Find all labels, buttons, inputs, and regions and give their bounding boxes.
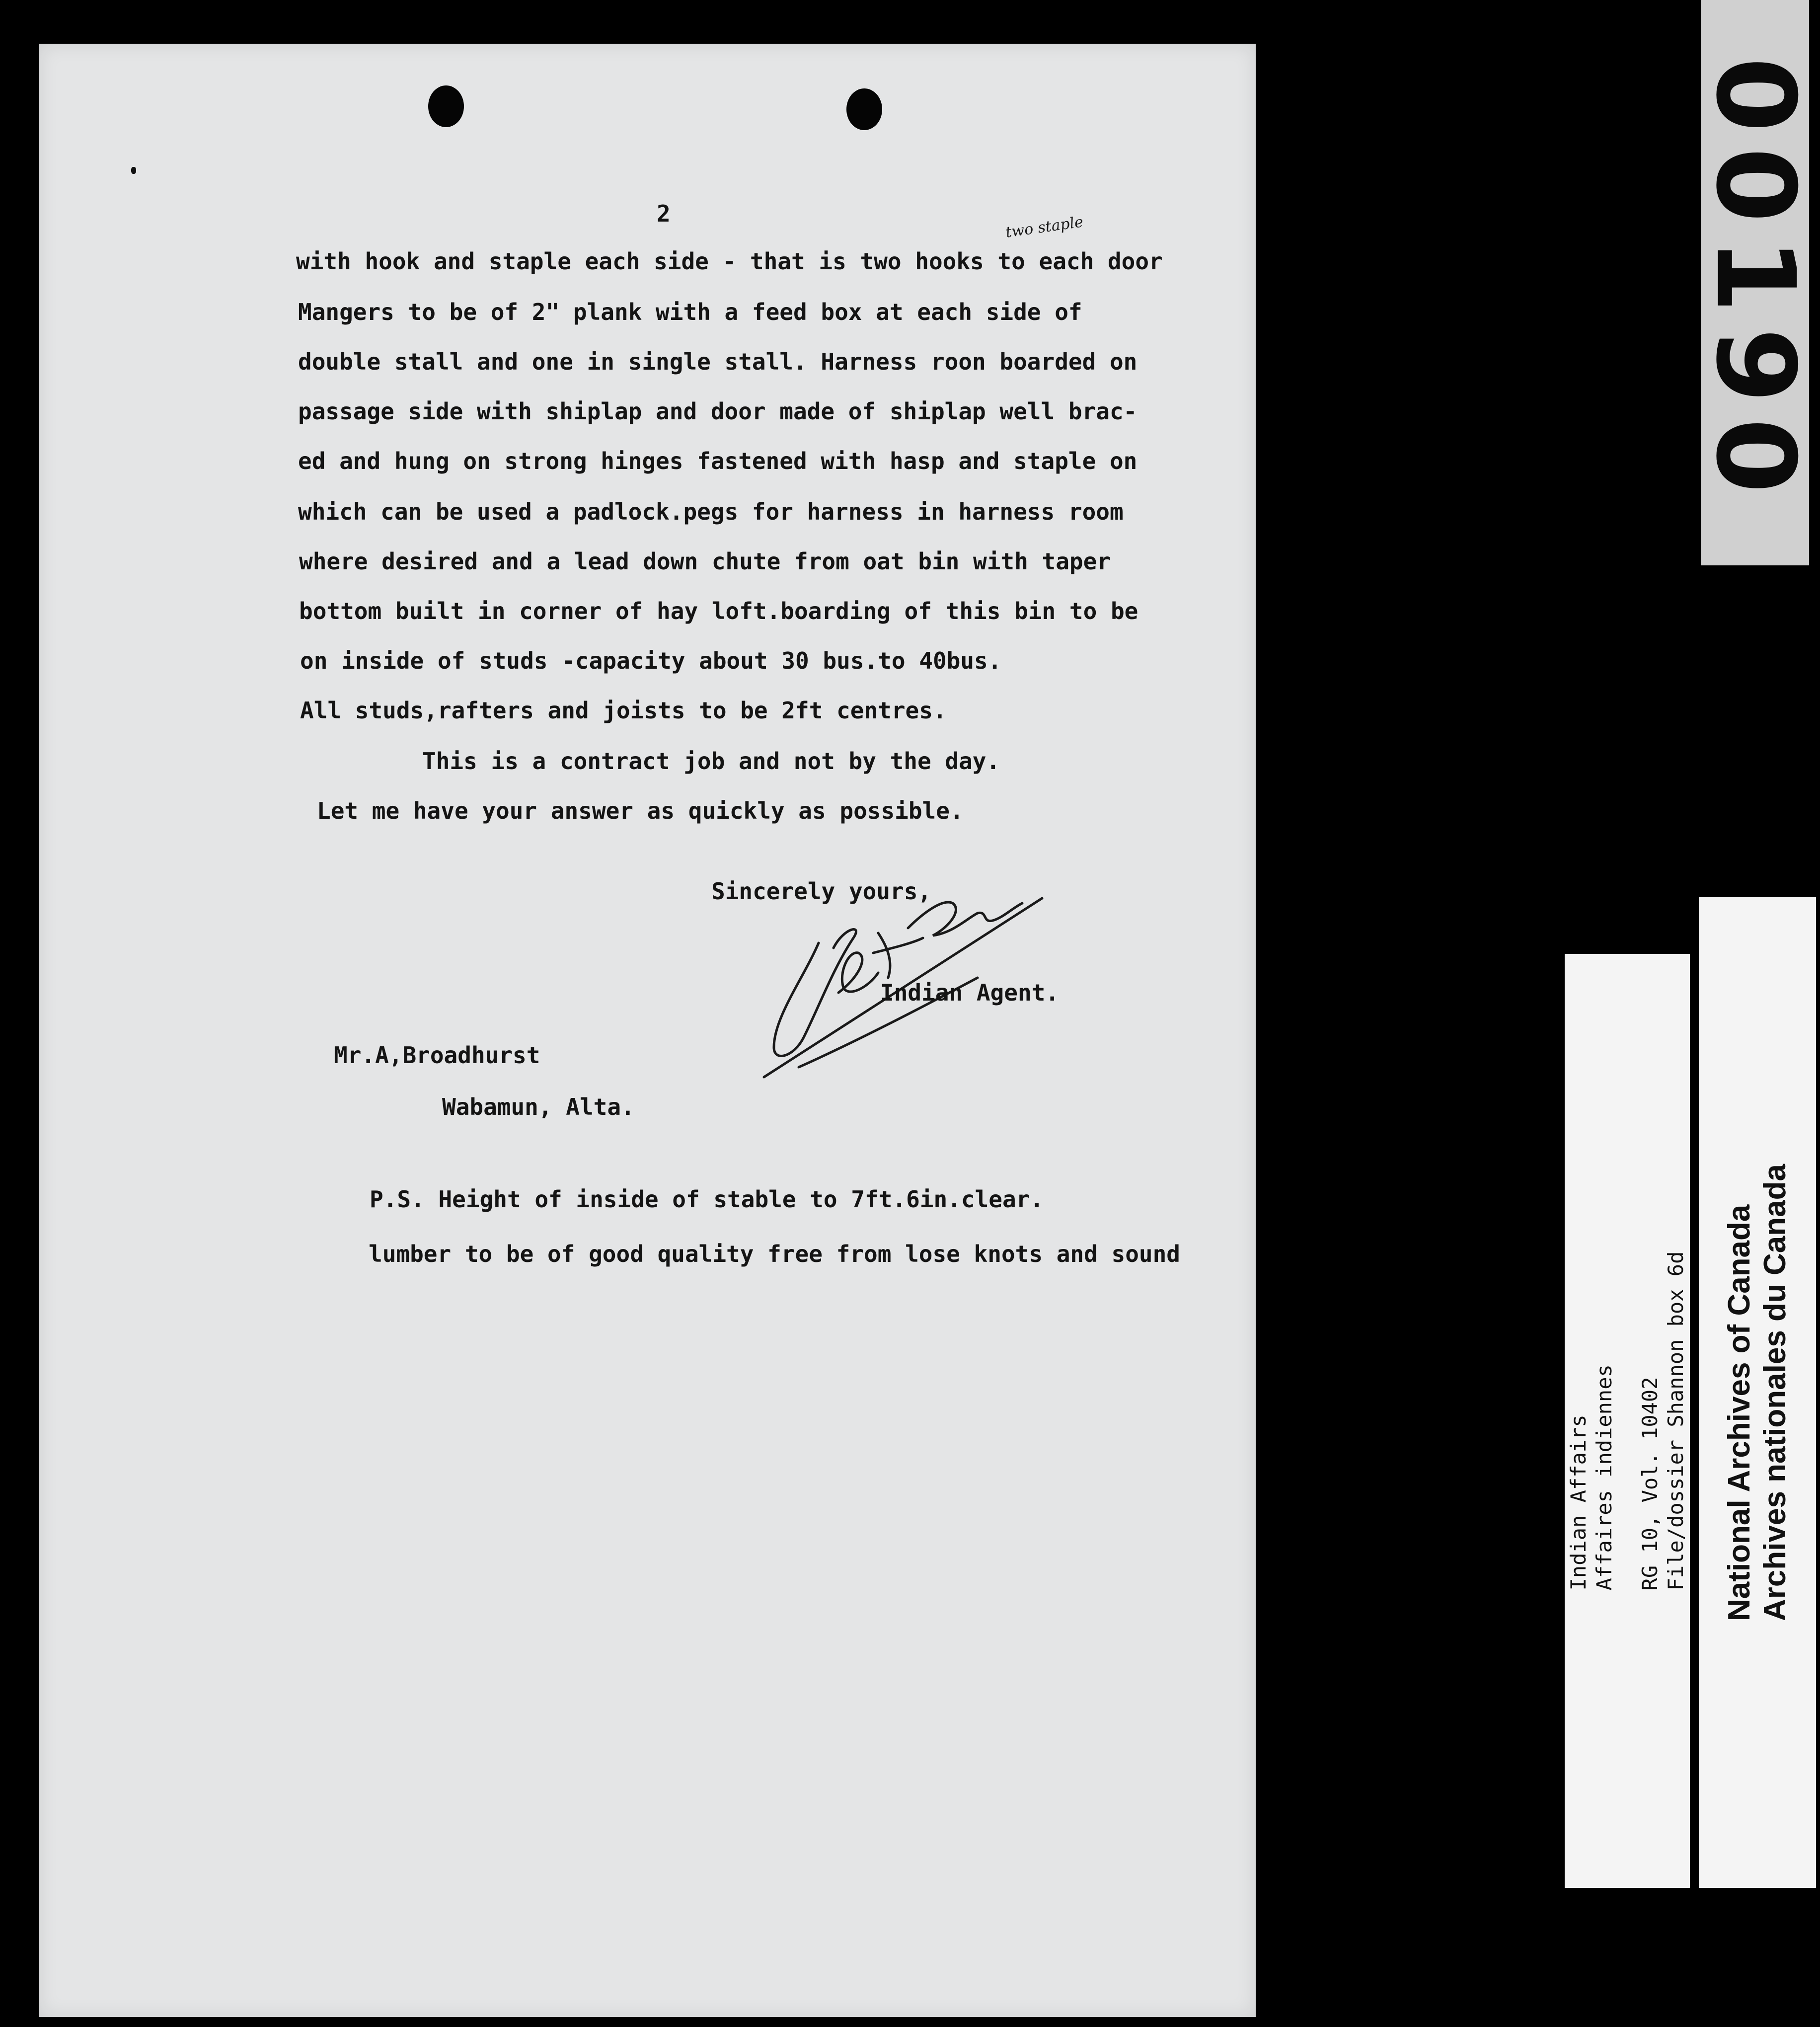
body-line-7: where desired and a lead down chute from oat bin with taper (299, 548, 1111, 575)
archive-card-institution (1699, 897, 1816, 1888)
body-line-8: bottom built in corner of hay loft.boarding of this bin to be (299, 598, 1138, 624)
body-line-10: All studs,rafters and joists to be 2ft centres. (300, 697, 947, 724)
body-line-5: ed and hung on strong hinges fastened with hasp and staple on (298, 448, 1138, 474)
archive-card-reference (1565, 954, 1690, 1888)
addressee-place: Wabamun, Alta. (442, 1093, 635, 1120)
card-line-file: File/dossier Shannon box 6d (1664, 1251, 1688, 1591)
punch-hole-right (846, 88, 882, 130)
speck-mark (131, 167, 136, 174)
institution-fr: Archives nationales du Canada (1758, 1164, 1792, 1621)
signer-title: Indian Agent. (880, 979, 1060, 1006)
institution-en: National Archives of Canada (1722, 1204, 1756, 1621)
letter-page (39, 44, 1256, 2017)
postscript-line-2: lumber to be of good quality free from lose knots and sound (369, 1241, 1180, 1267)
frame-number: 00190 (1701, 0, 1809, 565)
body-line-9: on inside of studs -capacity about 30 bus.to 40bus. (300, 647, 1002, 674)
page-number: 2 (657, 200, 671, 227)
request-line: Let me have your answer as quickly as possible. (317, 797, 964, 824)
signature (744, 829, 1082, 1087)
body-line-1: with hook and staple each side - that is two hooks to each door (296, 248, 1163, 275)
card-line-affaires-indiennes: Affaires indiennes (1592, 1364, 1616, 1591)
contract-line: This is a contract job and not by the day. (422, 748, 1000, 775)
postscript-line-1: P.S. Height of inside of stable to 7ft.6in.clear. (370, 1186, 1044, 1213)
handwritten-insert: two staple (1004, 213, 1084, 241)
card-line-indian-affairs: Indian Affairs (1566, 1414, 1591, 1591)
body-line-2: Mangers to be of 2" plank with a feed box at each side of (298, 299, 1082, 325)
card-line-rg10: RG 10, Vol. 10402 (1638, 1377, 1662, 1591)
body-line-3: double stall and one in single stall. Harness roon boarded on (298, 348, 1138, 375)
punch-hole-left (428, 85, 464, 127)
body-line-4: passage side with shiplap and door made of shiplap well brac- (298, 398, 1138, 425)
body-line-6: which can be used a padlock.pegs for harness in harness room (298, 498, 1124, 525)
addressee-name: Mr.A,Broadhurst (334, 1042, 540, 1069)
closing: Sincerely yours, (711, 878, 932, 905)
